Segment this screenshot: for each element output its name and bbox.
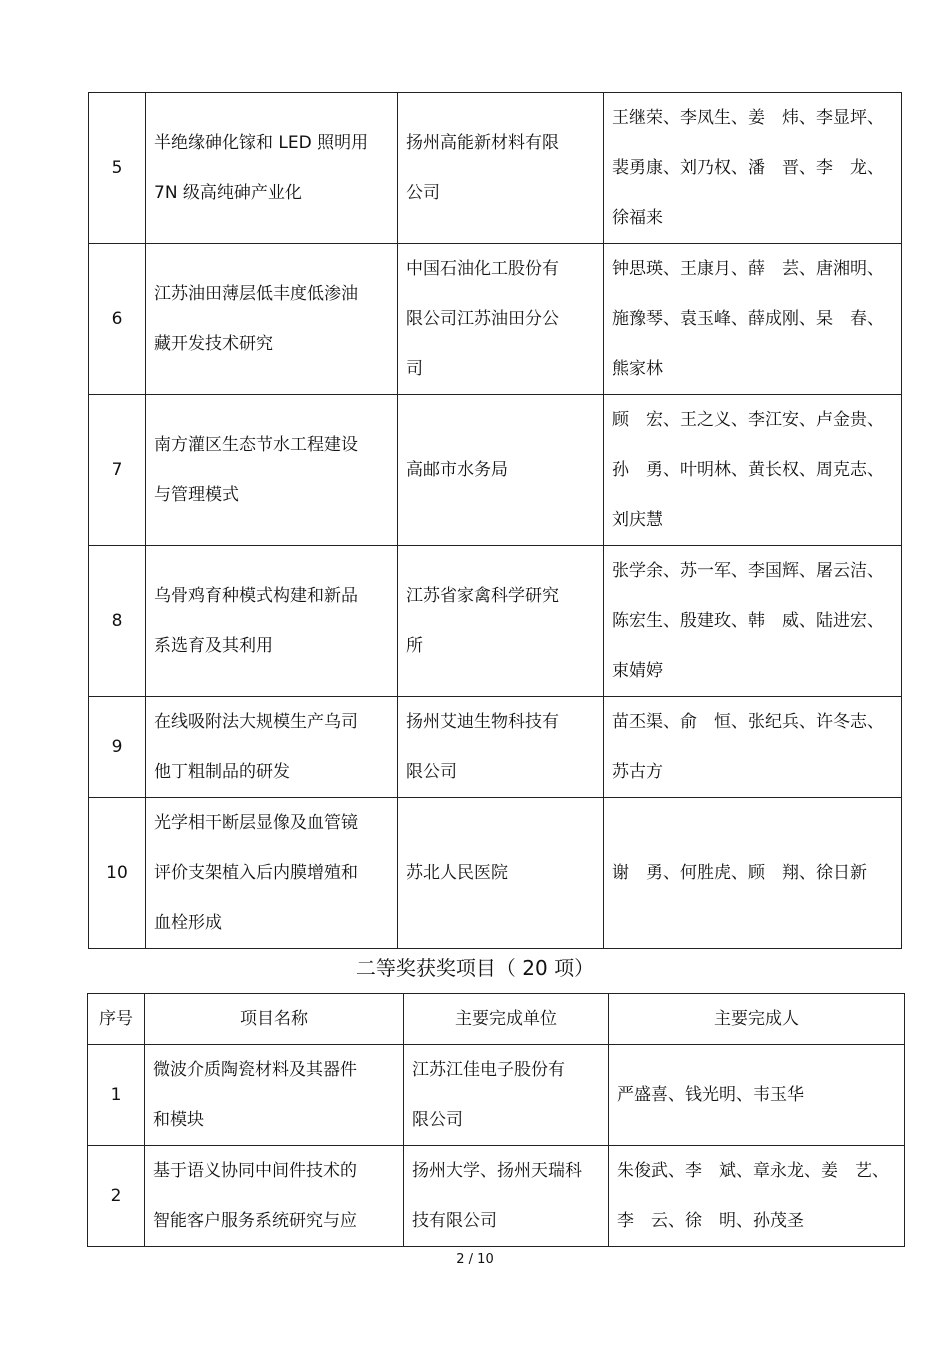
project-name [146,798,398,949]
awards-table-first-prize-continued [88,92,902,949]
completion-unit-text: 扬州大学、扬州天瑞科 技有限公司 [412,1161,582,1231]
table-row [88,1045,905,1146]
completion-people-text: 钟思瑛、王康月、薛 芸、唐湘明、 施豫琴、袁玉峰、薛成刚、杲 春、 熊家林 [612,259,884,379]
completion-people-text: 谢 勇、何胜虎、顾 翔、徐日新 [612,863,867,883]
row-number: 6 [89,244,146,395]
completion-people [604,395,902,546]
header-project-name: 项目名称 [145,994,404,1045]
row-number: 1 [88,1045,145,1146]
header-number: 序号 [88,994,145,1045]
completion-unit [398,93,604,244]
table-header-row [88,994,905,1045]
project-name-text: 江苏油田薄层低丰度低渗油 藏开发技术研究 [154,284,358,354]
completion-people [609,1146,905,1247]
completion-unit [398,697,604,798]
header-completion-people: 主要完成人 [609,994,905,1045]
completion-unit [404,1146,609,1247]
completion-people-text: 严盛喜、钱光明、韦玉华 [617,1085,804,1105]
completion-unit [398,546,604,697]
completion-people [609,1045,905,1146]
table-row [89,93,902,244]
completion-people-text: 张学余、苏一军、李国辉、屠云洁、 陈宏生、殷建玫、韩 威、陆进宏、 束婧婷 [612,561,884,681]
project-name-text: 光学相干断层显像及血管镜 评价支架植入后内膜增殖和 血栓形成 [154,813,358,933]
completion-unit-text: 苏北人民医院 [406,863,508,883]
completion-people [604,546,902,697]
row-number: 5 [89,93,146,244]
project-name [146,395,398,546]
row-number: 10 [89,798,146,949]
completion-people [604,798,902,949]
completion-unit [398,798,604,949]
page-number: 2 / 10 [456,1252,494,1267]
completion-people-text: 顾 宏、王之义、李江安、卢金贵、 孙 勇、叶明林、黄长权、周克志、 刘庆慧 [612,410,884,530]
project-name-text: 在线吸附法大规模生产乌司 他丁粗制品的研发 [154,712,358,782]
completion-unit-text: 高邮市水务局 [406,460,508,480]
project-name [146,244,398,395]
awards-table-second-prize [87,993,905,1247]
completion-unit [404,1045,609,1146]
project-name [146,93,398,244]
completion-unit-text: 江苏省家禽科学研究 所 [406,586,559,656]
table-row [89,395,902,546]
project-name-text: 基于语义协同中间件技术的 智能客户服务系统研究与应 [153,1161,357,1231]
row-number: 8 [89,546,146,697]
header-completion-unit: 主要完成单位 [404,994,609,1045]
project-name-text: 微波介质陶瓷材料及其器件 和模块 [153,1060,357,1130]
completion-unit [398,395,604,546]
completion-people [604,93,902,244]
completion-unit-text: 扬州艾迪生物科技有 限公司 [406,712,559,782]
completion-unit-text: 中国石油化工股份有 限公司江苏油田分公 司 [406,259,559,379]
project-name [146,697,398,798]
project-name [145,1146,404,1247]
completion-people [604,244,902,395]
section-title-second-prize: 二等奖获奖项目（ 20 项） [355,956,595,980]
completion-unit-text: 扬州高能新材料有限 公司 [406,133,559,203]
completion-unit [398,244,604,395]
row-number: 9 [89,697,146,798]
project-name-text: 乌骨鸡育种模式构建和新品 系选育及其利用 [154,586,358,656]
project-name [145,1045,404,1146]
project-name [146,546,398,697]
project-name-text: 南方灌区生态节水工程建设 与管理模式 [154,435,358,505]
row-number: 7 [89,395,146,546]
table-row [88,1146,905,1247]
completion-unit-text: 江苏江佳电子股份有 限公司 [412,1060,565,1130]
table-row [89,244,902,395]
completion-people-text: 朱俊武、李 斌、章永龙、姜 艺、 李 云、徐 明、孙茂圣 [617,1161,889,1231]
completion-people-text: 王继荣、李凤生、姜 炜、李显坪、 裴勇康、刘乃权、潘 晋、李 龙、 徐福来 [612,108,884,228]
row-number: 2 [88,1146,145,1247]
table-row [89,697,902,798]
completion-people [604,697,902,798]
table-row [89,798,902,949]
table-row [89,546,902,697]
project-name-text: 半绝缘砷化镓和 LED 照明用 7N 级高纯砷产业化 [154,133,369,203]
completion-people-text: 苗丕渠、俞 恒、张纪兵、许冬志、 苏古方 [612,712,884,782]
